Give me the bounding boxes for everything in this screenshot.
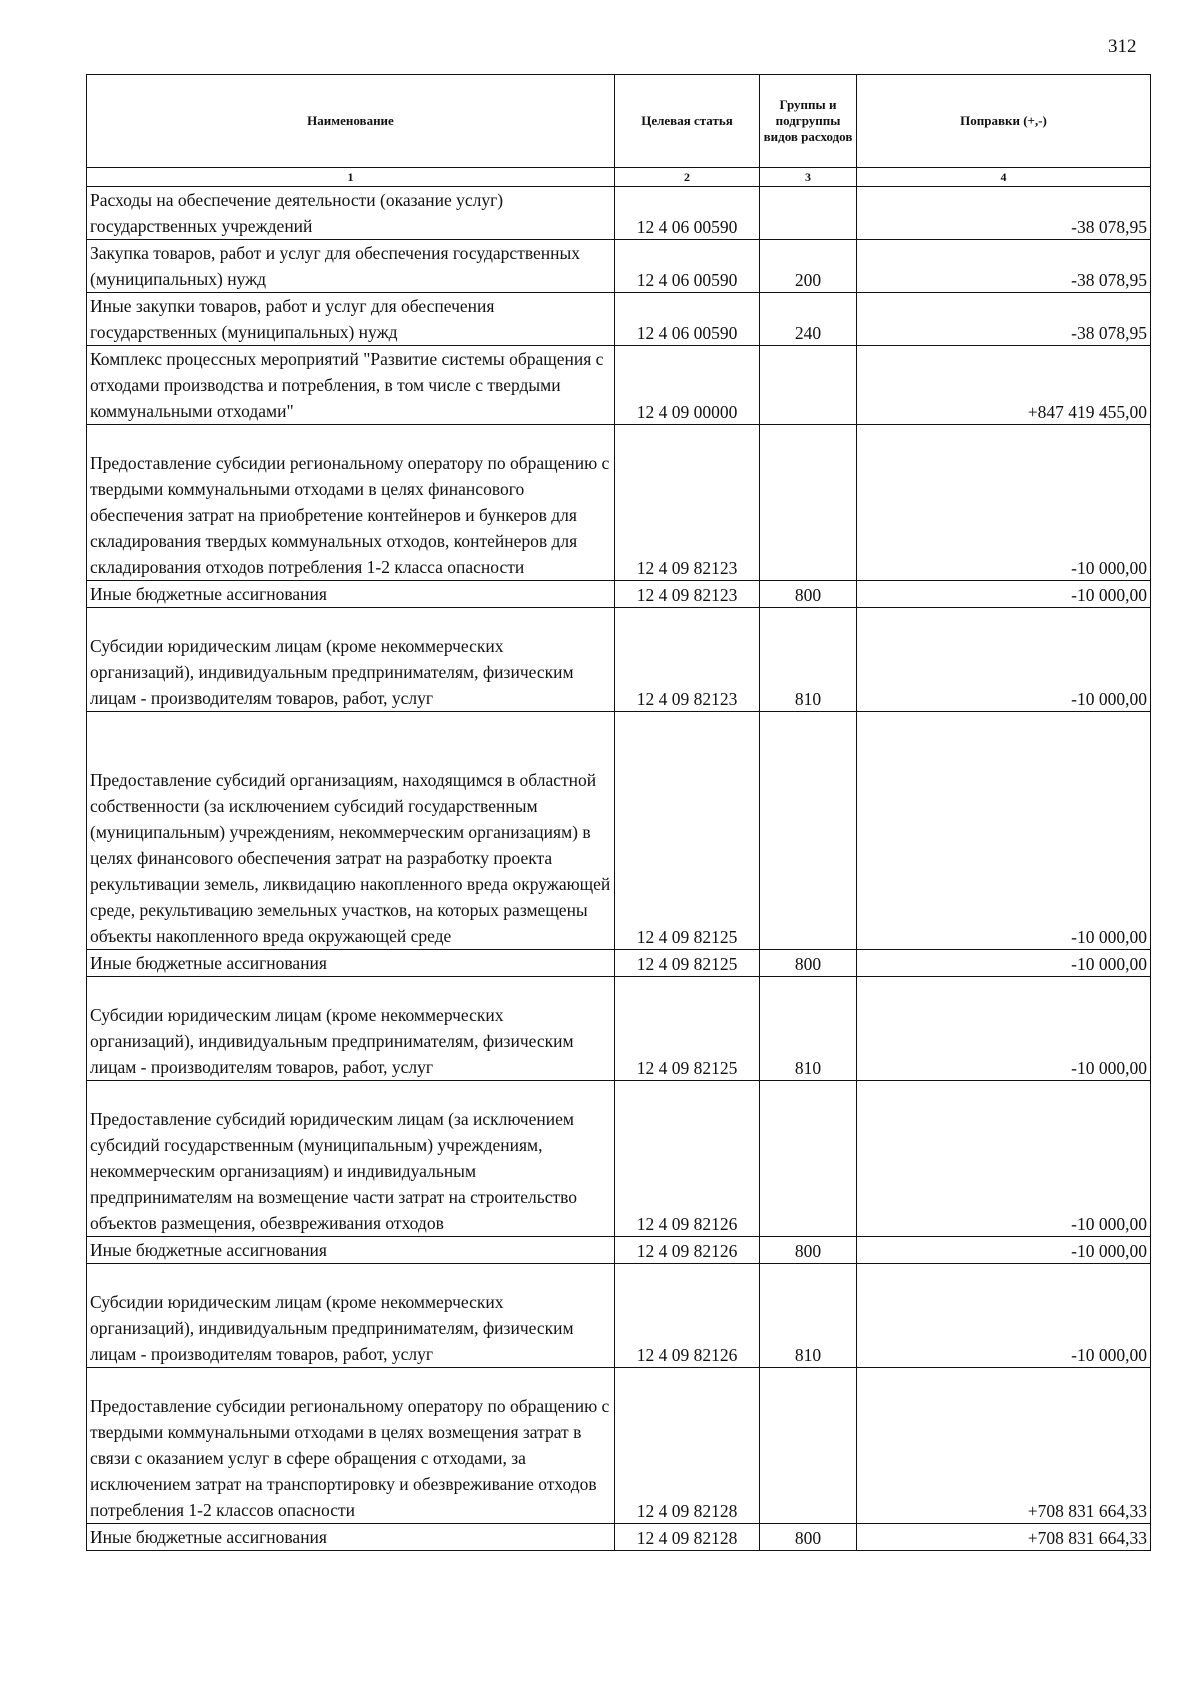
table-row [87, 581, 1151, 608]
row-code: 12 4 09 82126 [615, 1237, 760, 1264]
row-name: Иные закупки товаров, работ и услуг для обеспечения государственных (муниципальных) нужд [87, 293, 615, 346]
row-name: Расходы на обеспечение деятельности (оказание услуг) государственных учреждений [87, 187, 615, 240]
table-row [87, 712, 1151, 950]
table-header-row [87, 75, 1151, 168]
row-amount: -38 078,95 [857, 293, 1151, 346]
row-code: 12 4 09 82125 [615, 712, 760, 950]
row-amount: -38 078,95 [857, 240, 1151, 293]
row-name: Закупка товаров, работ и услуг для обеспечения государственных (муниципальных) нужд [87, 240, 615, 293]
table-row [87, 1237, 1151, 1264]
table-row [87, 1081, 1151, 1237]
row-name: Предоставление субсидии региональному оператору по обращению с твердыми коммунальными отходами в целях возмещения затрат в связи с оказанием услуг в сфере обращения с отходами, за исключением затрат на транспортировку и обезвреживание отходов потребления 1-2 классов опасности [87, 1368, 615, 1524]
row-amount: +847 419 455,00 [857, 346, 1151, 425]
row-group [760, 712, 857, 950]
row-name: Предоставление субсидии региональному оператору по обращению с твердыми коммунальными отходами в целях финансового обеспечения затрат на приобретение контейнеров и бункеров для складирования твердых коммунальных отходов, контейнеров для складирования отходов потребления 1-2 класса опасности [87, 425, 615, 581]
header-target: Целевая статья [615, 75, 760, 168]
row-code: 12 4 09 82126 [615, 1081, 760, 1237]
row-amount: -10 000,00 [857, 712, 1151, 950]
row-amount: +708 831 664,33 [857, 1524, 1151, 1551]
table-row [87, 1524, 1151, 1551]
table-row [87, 950, 1151, 977]
row-group: 800 [760, 1237, 857, 1264]
row-amount: -10 000,00 [857, 977, 1151, 1081]
row-amount: -10 000,00 [857, 608, 1151, 712]
row-name: Иные бюджетные ассигнования [87, 950, 615, 977]
table-row [87, 1264, 1151, 1368]
row-amount: -10 000,00 [857, 581, 1151, 608]
table-row [87, 1368, 1151, 1524]
row-code: 12 4 06 00590 [615, 240, 760, 293]
row-code: 12 4 09 82128 [615, 1524, 760, 1551]
row-group [760, 425, 857, 581]
row-amount: -10 000,00 [857, 1237, 1151, 1264]
table-row [87, 187, 1151, 240]
row-group: 240 [760, 293, 857, 346]
column-number: 4 [857, 168, 1151, 187]
row-group [760, 1081, 857, 1237]
row-code: 12 4 06 00590 [615, 187, 760, 240]
table-row [87, 977, 1151, 1081]
header-groups: Группы и подгруппы видов расходов [760, 75, 857, 168]
column-number: 2 [615, 168, 760, 187]
row-name: Комплекс процессных мероприятий "Развитие системы обращения с отходами производства и потребления, в том числе с твердыми коммунальными отходами" [87, 346, 615, 425]
row-name: Предоставление субсидий юридическим лицам (за исключением субсидий государственным (муниципальным) учреждениям, некоммерческим организациям) и индивидуальным предпринимателям на возмещение части затрат на строительство объектов размещения, обезвреживания отходов [87, 1081, 615, 1237]
row-name: Предоставление субсидий организациям, находящимся в областной собственности (за исключением субсидий государственным (муниципальным) учреждениям, некоммерческим организациям) в целях финансового обеспечения затрат на разработку проекта рекультивации земель, ликвидацию накопленного вреда окружающей среде, рекультивацию земельных участков, на которых размещены объекты накопленного вреда окружающей среде [87, 712, 615, 950]
table-row [87, 240, 1151, 293]
row-group: 810 [760, 1264, 857, 1368]
row-group: 810 [760, 977, 857, 1081]
row-group: 800 [760, 581, 857, 608]
header-amendments: Поправки (+,-) [857, 75, 1151, 168]
page-number: 312 [1108, 36, 1137, 57]
budget-amendments-table [86, 74, 1151, 1551]
row-code: 12 4 09 82125 [615, 950, 760, 977]
row-code: 12 4 09 82123 [615, 581, 760, 608]
table-row [87, 346, 1151, 425]
row-group: 800 [760, 950, 857, 977]
row-amount: -10 000,00 [857, 1264, 1151, 1368]
row-code: 12 4 09 82126 [615, 1264, 760, 1368]
table-row [87, 608, 1151, 712]
row-code: 12 4 09 82123 [615, 425, 760, 581]
row-amount: -10 000,00 [857, 1081, 1151, 1237]
header-name: Наименование [87, 75, 615, 168]
row-amount: +708 831 664,33 [857, 1368, 1151, 1524]
table-row [87, 293, 1151, 346]
row-code: 12 4 06 00590 [615, 293, 760, 346]
column-number: 1 [87, 168, 615, 187]
row-name: Субсидии юридическим лицам (кроме некоммерческих организаций), индивидуальным предпринимателям, физическим лицам - производителям товаров, работ, услуг [87, 608, 615, 712]
row-group: 800 [760, 1524, 857, 1551]
row-code: 12 4 09 82128 [615, 1368, 760, 1524]
row-code: 12 4 09 82123 [615, 608, 760, 712]
row-group: 200 [760, 240, 857, 293]
row-name: Иные бюджетные ассигнования [87, 1237, 615, 1264]
table-row [87, 425, 1151, 581]
row-name: Субсидии юридическим лицам (кроме некоммерческих организаций), индивидуальным предпринимателям, физическим лицам - производителям товаров, работ, услуг [87, 977, 615, 1081]
row-name: Иные бюджетные ассигнования [87, 1524, 615, 1551]
row-amount: -10 000,00 [857, 425, 1151, 581]
row-code: 12 4 09 00000 [615, 346, 760, 425]
column-number-row [87, 168, 1151, 187]
row-name: Субсидии юридическим лицам (кроме некоммерческих организаций), индивидуальным предпринимателям, физическим лицам - производителям товаров, работ, услуг [87, 1264, 615, 1368]
row-amount: -10 000,00 [857, 950, 1151, 977]
column-number: 3 [760, 168, 857, 187]
row-group [760, 187, 857, 240]
row-group [760, 1368, 857, 1524]
row-name: Иные бюджетные ассигнования [87, 581, 615, 608]
row-group: 810 [760, 608, 857, 712]
row-group [760, 346, 857, 425]
row-amount: -38 078,95 [857, 187, 1151, 240]
row-code: 12 4 09 82125 [615, 977, 760, 1081]
